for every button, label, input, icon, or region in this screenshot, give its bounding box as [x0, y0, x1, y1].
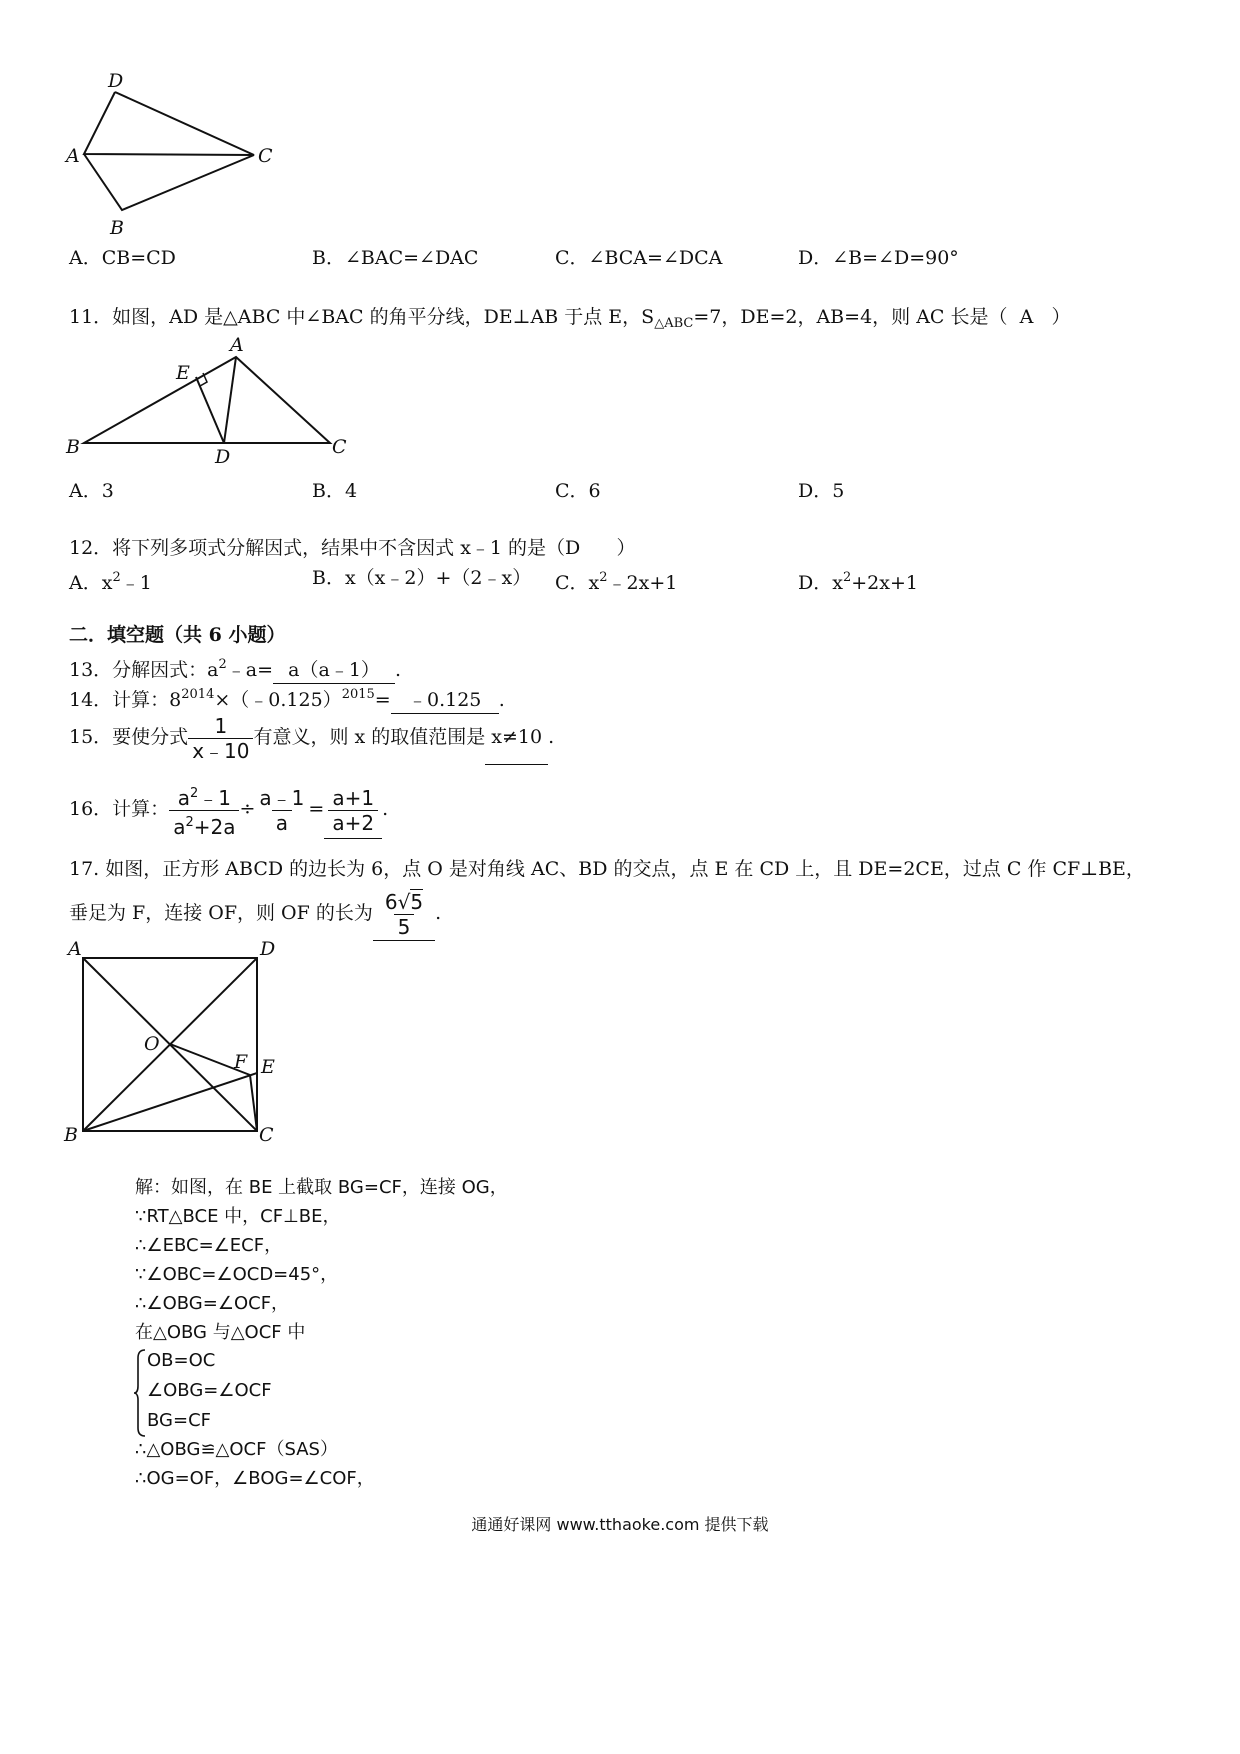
solution-brace-line-1: OB=OC: [147, 1350, 216, 1371]
q13-answer: a（a﹣1）: [273, 657, 395, 684]
q15-line: 15．要使分式 $\frac{1}{x﹣10}$ 有意义，则 x 的取值范围是 x≠10 .: [69, 710, 554, 765]
q13-line: 13．分解因式：$a^2﹣a=$ a（a﹣1） .: [69, 652, 401, 684]
q11-option-b: B．4: [312, 480, 358, 502]
q10-option-a: A．CB=CD: [69, 247, 176, 269]
q17-answer: $\frac{6√5}{5}$: [373, 886, 435, 941]
q17-label-o: O: [144, 1033, 160, 1055]
solution-line-3: ∴∠EBC=∠ECF，: [135, 1235, 283, 1256]
q11-label-b: B: [66, 436, 80, 458]
q11-figure: [60, 335, 360, 475]
q14-line: 14．计算：$8^{2014}\times(﹣0.125)^{2015}=$ ﹣0.125 .: [69, 682, 505, 714]
q10-option-c: C．∠BCA=∠DCA: [555, 247, 723, 269]
solution-line-8: ∴OG=OF，∠BOG=∠COF，: [135, 1468, 375, 1489]
q10-label-c: C: [258, 145, 273, 167]
q17-square-diagram: [60, 935, 300, 1150]
q16-answer: $\frac{a+1}{a+2}$: [324, 780, 382, 839]
q11-answer: A: [1019, 306, 1034, 328]
left-brace-icon: [133, 1348, 147, 1438]
solution-line-6: 在△OBG 与△OCF 中: [135, 1322, 306, 1343]
section-heading-fill-in: 二．填空题（共 6 小题）: [69, 624, 286, 646]
page-footer: 通通好课网 www.tthaoke.com 提供下载: [471, 1515, 769, 1534]
q12-option-b: B．x（x﹣2）+（2﹣x）: [312, 567, 532, 589]
q17-figure: [60, 935, 300, 1150]
q11-stem-part2: =7，DE=2，AB=4，则 AC 长是（: [693, 306, 1008, 328]
q12-stem-end: ）: [616, 537, 636, 559]
q17-label-f: F: [234, 1051, 248, 1073]
q17-label-a: A: [68, 938, 82, 960]
q17-label-e: E: [261, 1056, 275, 1078]
q16-fraction-1: $\frac{a^2﹣1}{a^2+2a}$: [169, 782, 239, 839]
q16-fraction-2: $\frac{a﹣1}{a}$: [259, 785, 305, 835]
solution-brace-line-3: BG=CF: [147, 1410, 211, 1431]
solution-brace-line-2: ∠OBG=∠OCF: [147, 1380, 272, 1401]
q10-label-d: D: [108, 70, 124, 92]
q11-stem-part1: 11．如图，AD 是△ABC 中∠BAC 的角平分线，DE⊥AB 于点 E，S: [69, 306, 655, 328]
solution-line-5: ∴∠OBG=∠OCF，: [135, 1293, 290, 1314]
q12-stem: [69, 535, 636, 561]
q10-figure: [60, 60, 300, 250]
q11-label-c: C: [332, 436, 347, 458]
q10-label-a: A: [66, 145, 80, 167]
q17-line-1: 17. 如图，正方形 ABCD 的边长为 6，点 O 是对角线 AC、BD 的交点，点 E 在 CD 上，且 DE=2CE，过点 C 作 CF⊥BE，: [69, 858, 1145, 880]
q15-answer: x≠10: [485, 710, 548, 765]
q11-stem: [69, 304, 1070, 337]
q15-fraction: $\frac{1}{x﹣10}$: [188, 714, 253, 763]
q12-option-a: A．$x^2﹣1$: [69, 570, 152, 594]
q14-answer: ﹣0.125: [391, 687, 499, 714]
q10-option-b: B．∠BAC=∠DAC: [312, 247, 479, 269]
q17-label-b: B: [64, 1124, 78, 1146]
q11-label-d: D: [215, 446, 231, 468]
q11-option-a: A．3: [69, 480, 114, 502]
solution-line-7: ∴△OBG≌△OCF（SAS）: [135, 1439, 338, 1460]
q11-stem-end: ）: [1051, 306, 1071, 328]
q16-line: 16．计算： $\frac{a^2﹣1}{a^2+2a}$ ÷ $\frac{a﹣1}{a}$ = $\frac{a+1}{a+2}$ .: [69, 780, 388, 839]
q11-label-e: E: [176, 362, 190, 384]
q11-option-d: D．5: [798, 480, 845, 502]
solution-line-1: 解：如图，在 BE 上截取 BG=CF，连接 OG，: [135, 1177, 508, 1198]
q10-label-b: B: [110, 217, 124, 239]
q12-option-c: C．$x^2﹣2x+1$: [555, 570, 678, 594]
q12-option-d: D．$x^2+2x+1$: [798, 570, 918, 594]
q10-quadrilateral-diagram: [60, 60, 300, 250]
solution-line-4: ∵∠OBC=∠OCD=45°，: [135, 1264, 339, 1285]
q10-option-d: D．∠B=∠D=90°: [798, 247, 959, 269]
q11-triangle-diagram: [60, 335, 360, 475]
q17-label-c: C: [259, 1124, 274, 1146]
solution-line-2: ∵RT△BCE 中，CF⊥BE，: [135, 1206, 341, 1227]
q11-label-a: A: [230, 335, 244, 356]
q17-label-d: D: [260, 938, 276, 960]
q11-stem-subscript: △ABC: [654, 316, 694, 331]
q11-option-c: C．6: [555, 480, 601, 502]
q12-stem-text: 12．将下列多项式分解因式，结果中不含因式 x﹣1 的是（D: [69, 537, 581, 559]
q17-line-2: 垂足为 F，连接 OF，则 OF 的长为 $\frac{6√5}{5}$ .: [69, 886, 441, 941]
